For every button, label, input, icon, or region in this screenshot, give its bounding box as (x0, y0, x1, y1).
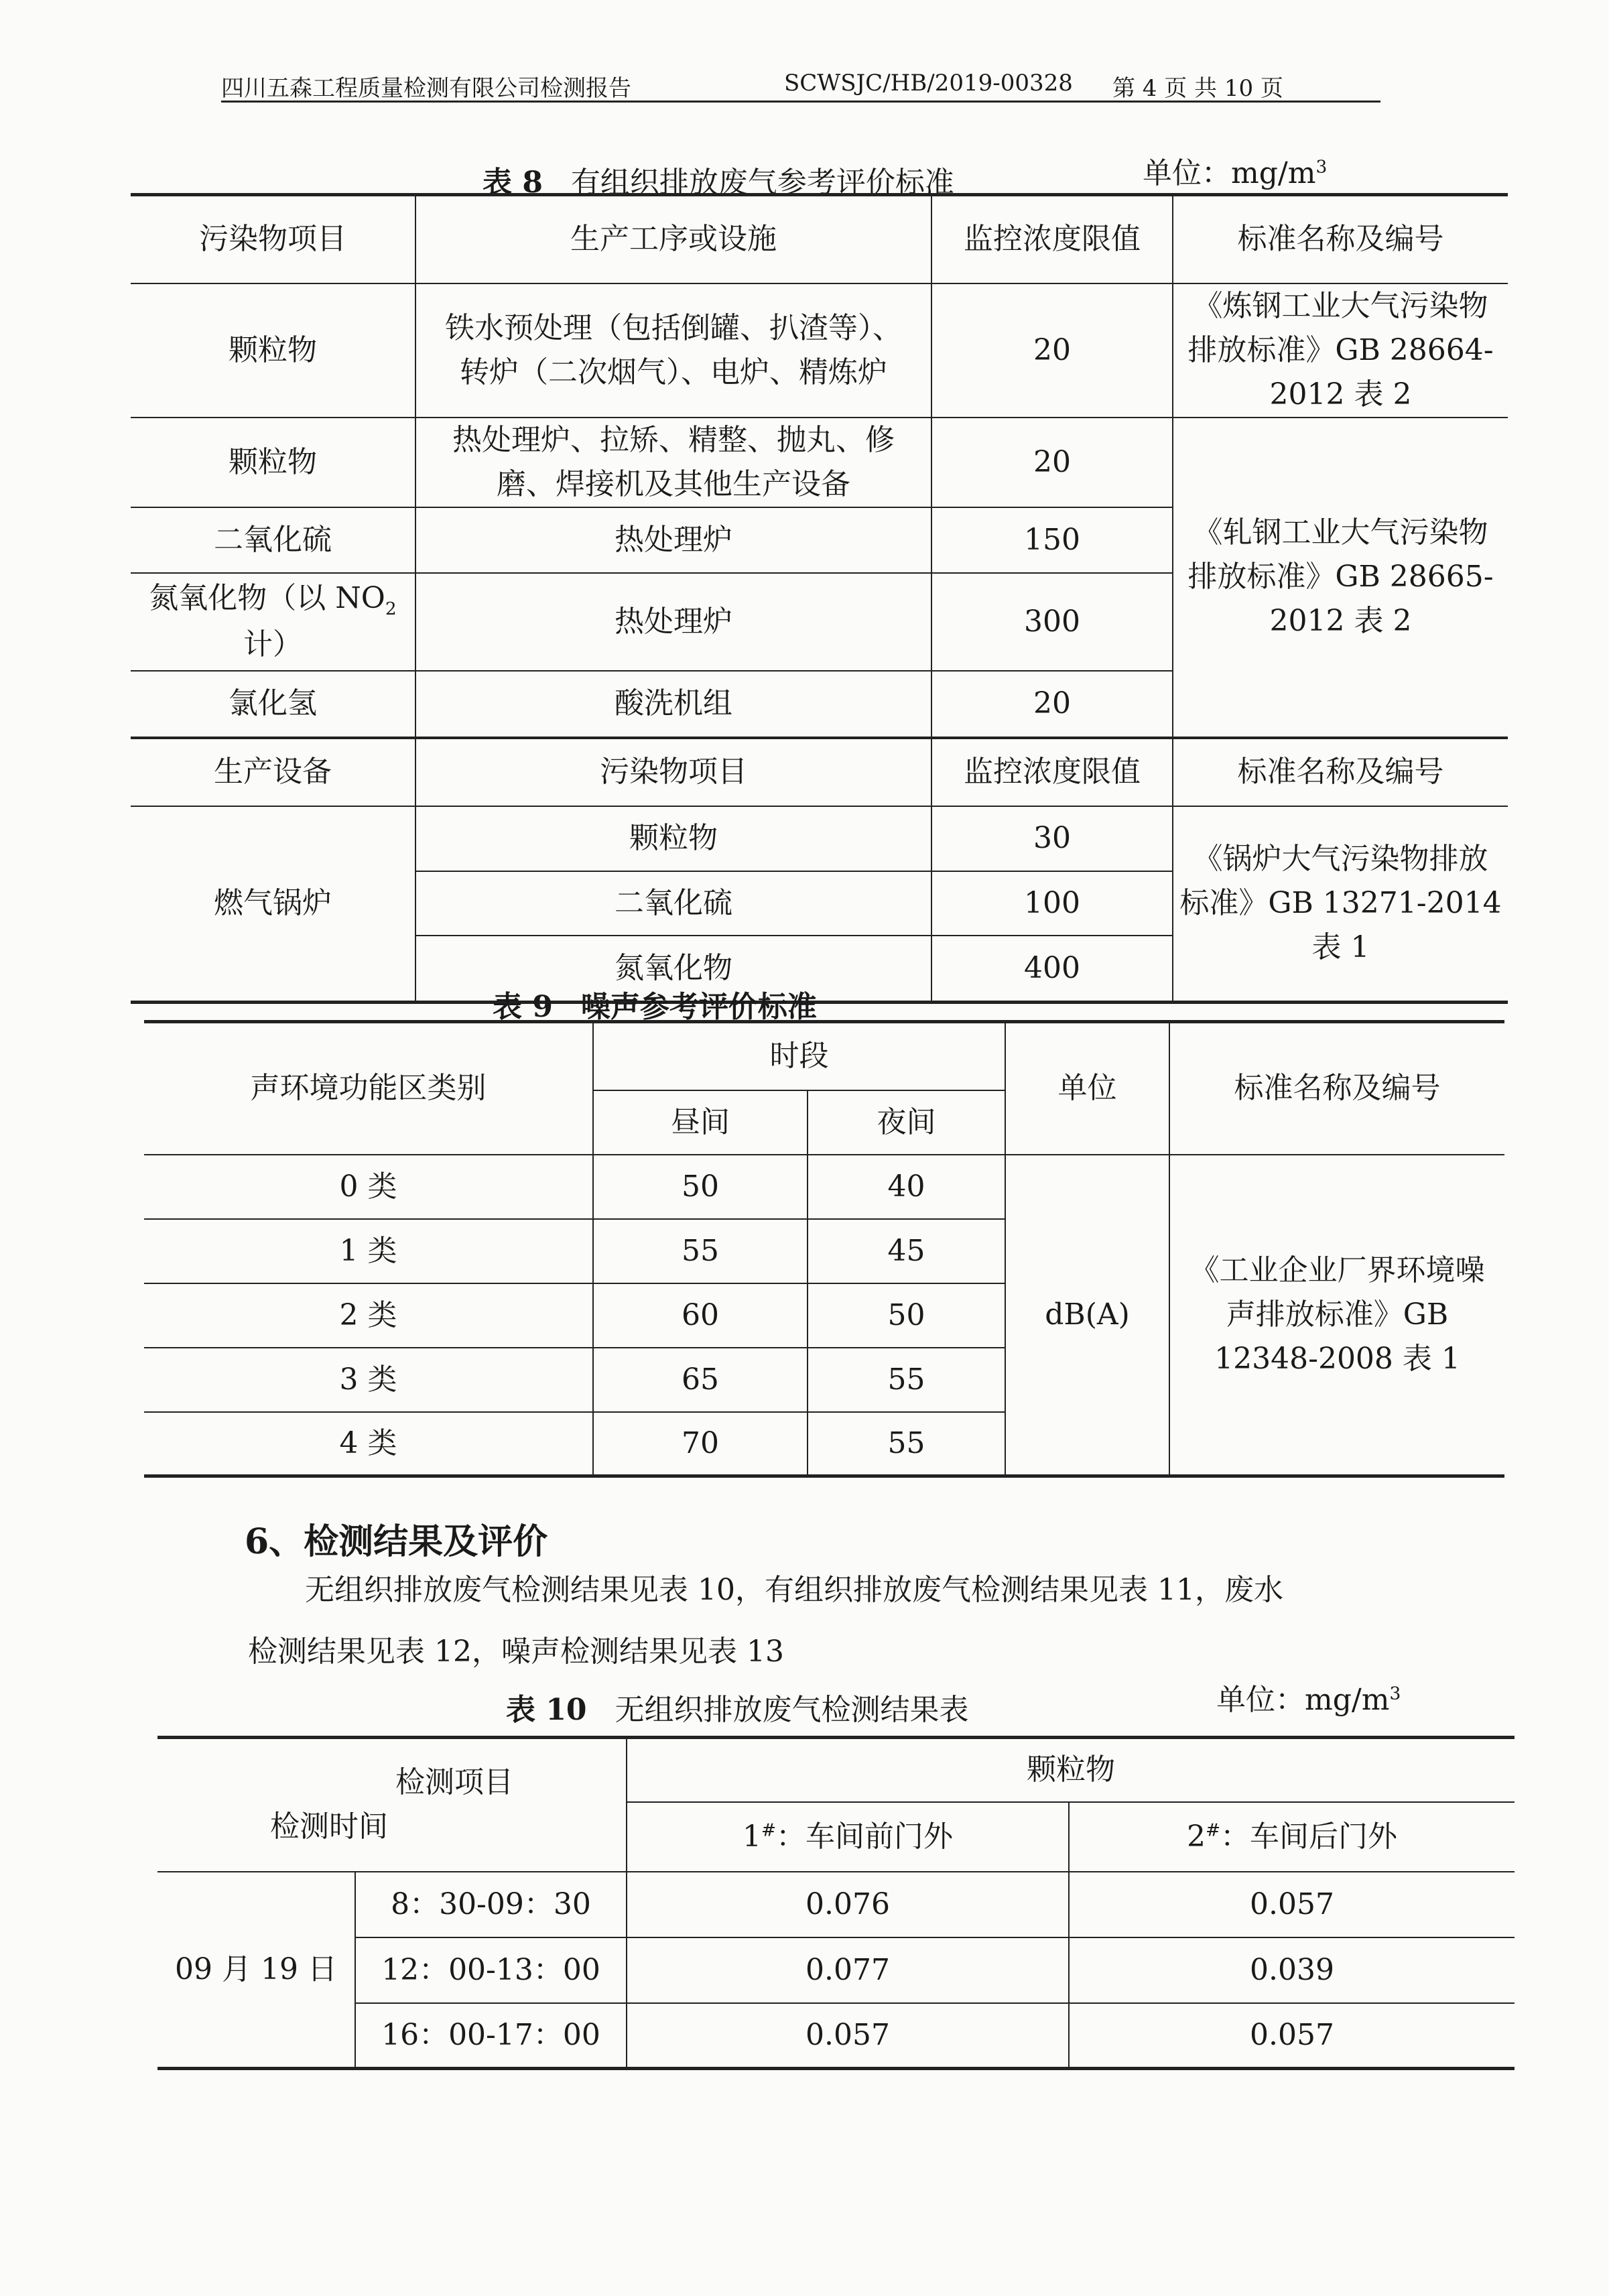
limit-cell: 150 (931, 507, 1173, 573)
nox-label-b: 计） (243, 627, 302, 661)
day-cell: 60 (593, 1283, 808, 1348)
unit-header: 单位 (1005, 1022, 1169, 1155)
corner-header-cell (157, 1738, 627, 1872)
table10-caption-title: 无组织排放废气检测结果表 (615, 1693, 969, 1727)
standard-cell: 《工业企业厂界环境噪声排放标准》GB 12348-2008 表 1 (1169, 1155, 1504, 1476)
process-cell: 热处理炉 (415, 507, 931, 573)
table9-caption-no: 表 9 (493, 990, 553, 1024)
value-cell: 0.039 (1069, 1937, 1515, 2003)
table-row (131, 806, 1508, 871)
time-cell: 12：00-13：00 (355, 1937, 627, 2003)
table9 (144, 1020, 1504, 1478)
day-header: 昼间 (593, 1090, 808, 1155)
zone-header: 声环境功能区类别 (144, 1022, 593, 1155)
zone-cell: 2 类 (144, 1283, 593, 1348)
report-number: SCWSJC/HB/2019-00328 (784, 70, 1073, 97)
header-item: 检测项目 (395, 1765, 513, 1800)
table8 (131, 193, 1508, 1004)
limit-cell: 20 (931, 671, 1173, 738)
boiler-header-limit: 监控浓度限值 (931, 738, 1173, 806)
pollutant-cell: 二氧化硫 (131, 507, 415, 573)
table8-header-standard: 标准名称及编号 (1173, 195, 1508, 283)
table8-header-process: 生产工序或设施 (415, 195, 931, 283)
night-cell: 45 (808, 1219, 1005, 1283)
table8-header-limit: 监控浓度限值 (931, 195, 1173, 283)
point2-label: ：车间后门外 (1220, 1819, 1398, 1854)
section6-paragraph-line1: 无组织排放废气检测结果见表 10，有组织排放废气检测结果见表 11，废水 (305, 1573, 1283, 1607)
table10-unit-label: 单位：mg/m (1216, 1683, 1390, 1717)
table9-header-row (144, 1022, 1504, 1090)
page-number: 第 4 页 共 10 页 (1112, 75, 1283, 102)
table10 (157, 1736, 1515, 2070)
table-row (144, 1155, 1504, 1219)
night-cell: 55 (808, 1348, 1005, 1412)
day-cell: 55 (593, 1219, 808, 1283)
section6-paragraph-line2: 检测结果见表 12，噪声检测结果见表 13 (248, 1635, 784, 1669)
table8-header-pollutant: 污染物项目 (131, 195, 415, 283)
nox-label-a: 氮氧化物（以 NO (149, 581, 385, 616)
page-header (221, 70, 1380, 103)
pollutant-cell: 二氧化硫 (415, 871, 931, 936)
table8-unit-sup: 3 (1315, 156, 1328, 178)
pollutant-cell: 氮氧化物 (415, 936, 931, 1003)
table8-unit (1143, 149, 1327, 192)
table10-unit (1216, 1675, 1401, 1718)
table-row (157, 2003, 1515, 2069)
process-cell: 酸洗机组 (415, 671, 931, 738)
boiler-equipment-cell: 燃气锅炉 (131, 806, 415, 1003)
limit-cell: 100 (931, 871, 1173, 936)
table8-unit-label: 单位：mg/m (1143, 156, 1316, 190)
value-cell: 0.057 (1069, 2003, 1515, 2069)
point1-no: 1 (742, 1819, 761, 1854)
boiler-header-pollutant: 污染物项目 (415, 738, 931, 806)
night-cell: 55 (808, 1412, 1005, 1476)
day-cell: 70 (593, 1412, 808, 1476)
process-cell: 热处理炉 (415, 573, 931, 671)
limit-cell: 400 (931, 936, 1173, 1003)
point1-label: ：车间前门外 (776, 1819, 954, 1854)
table10-unit-sup: 3 (1389, 1683, 1401, 1704)
table-row (157, 1937, 1515, 2003)
pollutant-cell: 氯化氢 (131, 671, 415, 738)
header-time: 检测时间 (270, 1809, 388, 1844)
period-header: 时段 (593, 1022, 1005, 1090)
value-cell: 0.077 (627, 1937, 1069, 2003)
day-cell: 50 (593, 1155, 808, 1219)
process-cell: 铁水预处理（包括倒罐、扒渣等）、转炉（二次烟气）、电炉、精炼炉 (415, 283, 931, 418)
time-cell: 16：00-17：00 (355, 2003, 627, 2069)
time-cell: 8：30-09：30 (355, 1872, 627, 1937)
table8-header-row (131, 195, 1508, 283)
day-cell: 65 (593, 1348, 808, 1412)
point2-header (1069, 1802, 1515, 1872)
night-cell: 40 (808, 1155, 1005, 1219)
boiler-header-equipment: 生产设备 (131, 738, 415, 806)
unit-cell: dB(A) (1005, 1155, 1169, 1476)
table8-caption-title: 有组织排放废气参考评价标准 (570, 166, 954, 200)
limit-cell: 20 (931, 418, 1173, 507)
boiler-header-standard: 标准名称及编号 (1173, 738, 1508, 806)
zone-cell: 0 类 (144, 1155, 593, 1219)
table-row (131, 418, 1508, 507)
pollutant-cell: 颗粒物 (131, 283, 415, 418)
pollutant-cell: 颗粒物 (131, 418, 415, 507)
point1-sup: # (761, 1819, 777, 1840)
zone-cell: 4 类 (144, 1412, 593, 1476)
limit-cell: 30 (931, 806, 1173, 871)
table10-caption-no: 表 10 (506, 1693, 587, 1727)
value-cell: 0.057 (627, 2003, 1069, 2069)
date-cell: 09 月 19 日 (157, 1872, 355, 2069)
point2-sup: # (1205, 1819, 1221, 1840)
point2-no: 2 (1186, 1819, 1206, 1854)
limit-cell: 20 (931, 283, 1173, 418)
standard-header: 标准名称及编号 (1169, 1022, 1504, 1155)
pollutant-cell (131, 573, 415, 671)
table9-caption (493, 982, 817, 1025)
standard-cell: 《轧钢工业大气污染物排放标准》GB 28665-2012 表 2 (1173, 418, 1508, 738)
pollutant-header: 颗粒物 (627, 1738, 1515, 1802)
table9-caption-title: 噪声参考评价标准 (580, 990, 817, 1024)
zone-cell: 3 类 (144, 1348, 593, 1412)
zone-cell: 1 类 (144, 1219, 593, 1283)
standard-cell: 《炼钢工业大气污染物排放标准》GB 28664-2012 表 2 (1173, 283, 1508, 418)
boiler-standard-cell: 《锅炉大气污染物排放标准》GB 13271-2014 表 1 (1173, 806, 1508, 1003)
table-row (131, 283, 1508, 418)
point1-header (627, 1802, 1069, 1872)
process-cell: 热处理炉、拉矫、精整、抛丸、修磨、焊接机及其他生产设备 (415, 418, 931, 507)
table-row (157, 1872, 1515, 1937)
section6-title: 6、检测结果及评价 (245, 1521, 548, 1562)
table8-boiler-header-row (131, 738, 1508, 806)
pollutant-cell: 颗粒物 (415, 806, 931, 871)
table10-caption (506, 1685, 969, 1728)
value-cell: 0.057 (1069, 1872, 1515, 1937)
value-cell: 0.076 (627, 1872, 1069, 1937)
company-title: 四川五森工程质量检测有限公司检测报告 (221, 75, 631, 102)
table8-caption-no: 表 8 (482, 166, 543, 200)
table10-header-row (157, 1738, 1515, 1802)
nox-subscript: 2 (385, 598, 397, 620)
night-header: 夜间 (808, 1090, 1005, 1155)
night-cell: 50 (808, 1283, 1005, 1348)
limit-cell: 300 (931, 573, 1173, 671)
